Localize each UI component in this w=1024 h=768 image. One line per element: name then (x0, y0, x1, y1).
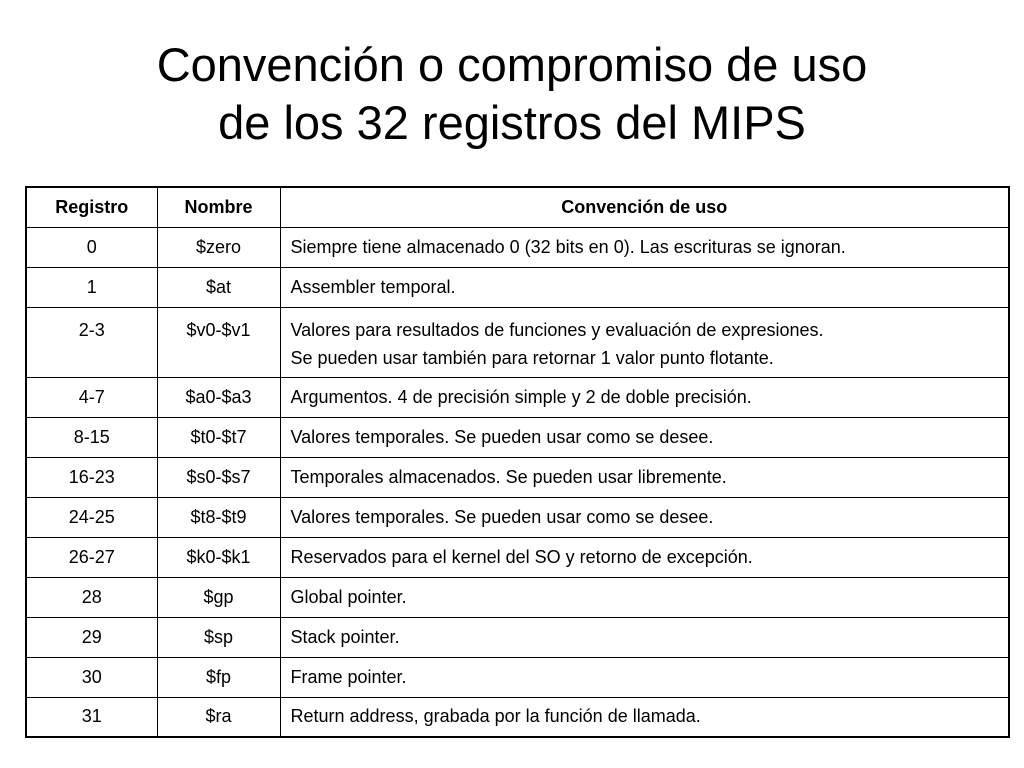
cell-uso-line: Global pointer. (290, 586, 407, 607)
cell-uso-line: Reservados para el kernel del SO y retorno de excepción. (290, 546, 753, 567)
cell-nombre: $s0-$s7 (157, 457, 280, 497)
cell-nombre: $t8-$t9 (157, 497, 280, 537)
header-registro: Registro (26, 187, 157, 227)
cell-registro: 0 (26, 227, 157, 267)
cell-registro: 28 (26, 577, 157, 617)
table-row (26, 417, 1009, 457)
cell-nombre: $v0-$v1 (157, 307, 280, 377)
table-row (26, 537, 1009, 577)
cell-uso-line: Stack pointer. (290, 626, 400, 647)
cell-registro: 26-27 (26, 537, 157, 577)
table-row (26, 617, 1009, 657)
table-row (26, 267, 1009, 307)
cell-uso-line: Se pueden usar también para retornar 1 valor punto flotante. (290, 347, 774, 368)
cell-uso-line: Assembler temporal. (290, 276, 456, 297)
cell-uso-line: Return address, grabada por la función de llamada. (290, 706, 701, 727)
cell-nombre: $at (157, 267, 280, 307)
cell-uso-line: Frame pointer. (290, 666, 407, 687)
cell-uso-line: Argumentos. 4 de precisión simple y 2 de doble precisión. (290, 386, 752, 407)
cell-uso-line: Valores para resultados de funciones y evaluación de expresiones. (290, 319, 824, 340)
cell-nombre: $ra (157, 697, 280, 737)
cell-uso (280, 227, 1009, 267)
cell-uso (280, 537, 1009, 577)
cell-registro: 4-7 (26, 377, 157, 417)
table-row (26, 377, 1009, 417)
cell-uso (280, 577, 1009, 617)
register-table (25, 186, 1010, 738)
cell-registro: 8-15 (26, 417, 157, 457)
table-row (26, 227, 1009, 267)
cell-uso (280, 697, 1009, 737)
header-nombre: Nombre (157, 187, 280, 227)
cell-uso (280, 417, 1009, 457)
cell-registro: 2-3 (26, 307, 157, 377)
cell-nombre: $a0-$a3 (157, 377, 280, 417)
cell-uso-line: Valores temporales. Se pueden usar como se desee. (290, 506, 714, 527)
cell-uso (280, 617, 1009, 657)
table-row (26, 657, 1009, 697)
cell-nombre: $zero (157, 227, 280, 267)
cell-uso (280, 497, 1009, 537)
table-row (26, 697, 1009, 737)
table-row (26, 577, 1009, 617)
cell-uso (280, 267, 1009, 307)
table-row (26, 457, 1009, 497)
cell-registro: 31 (26, 697, 157, 737)
cell-registro: 30 (26, 657, 157, 697)
cell-nombre: $sp (157, 617, 280, 657)
header-convencion: Convención de uso (280, 187, 1009, 227)
slide-title-line-1: Convención o compromiso de uso (156, 38, 868, 91)
cell-uso-line: Siempre tiene almacenado 0 (32 bits en 0). Las escrituras se ignoran. (290, 236, 846, 257)
cell-registro: 16-23 (26, 457, 157, 497)
cell-nombre: $t0-$t7 (157, 417, 280, 457)
table-row (26, 497, 1009, 537)
slide-title (0, 36, 1024, 152)
table-row (26, 307, 1009, 377)
slide-title-line-2: de los 32 registros del MIPS (218, 96, 806, 149)
cell-registro: 1 (26, 267, 157, 307)
cell-registro: 29 (26, 617, 157, 657)
cell-uso (280, 657, 1009, 697)
table-body (26, 227, 1009, 737)
cell-nombre: $k0-$k1 (157, 537, 280, 577)
cell-registro: 24-25 (26, 497, 157, 537)
cell-uso-line: Valores temporales. Se pueden usar como se desee. (290, 426, 714, 447)
cell-uso (280, 377, 1009, 417)
table-header-row (26, 187, 1009, 227)
cell-nombre: $fp (157, 657, 280, 697)
cell-uso (280, 307, 1009, 377)
cell-uso-line: Temporales almacenados. Se pueden usar libremente. (290, 466, 727, 487)
cell-nombre: $gp (157, 577, 280, 617)
cell-uso (280, 457, 1009, 497)
